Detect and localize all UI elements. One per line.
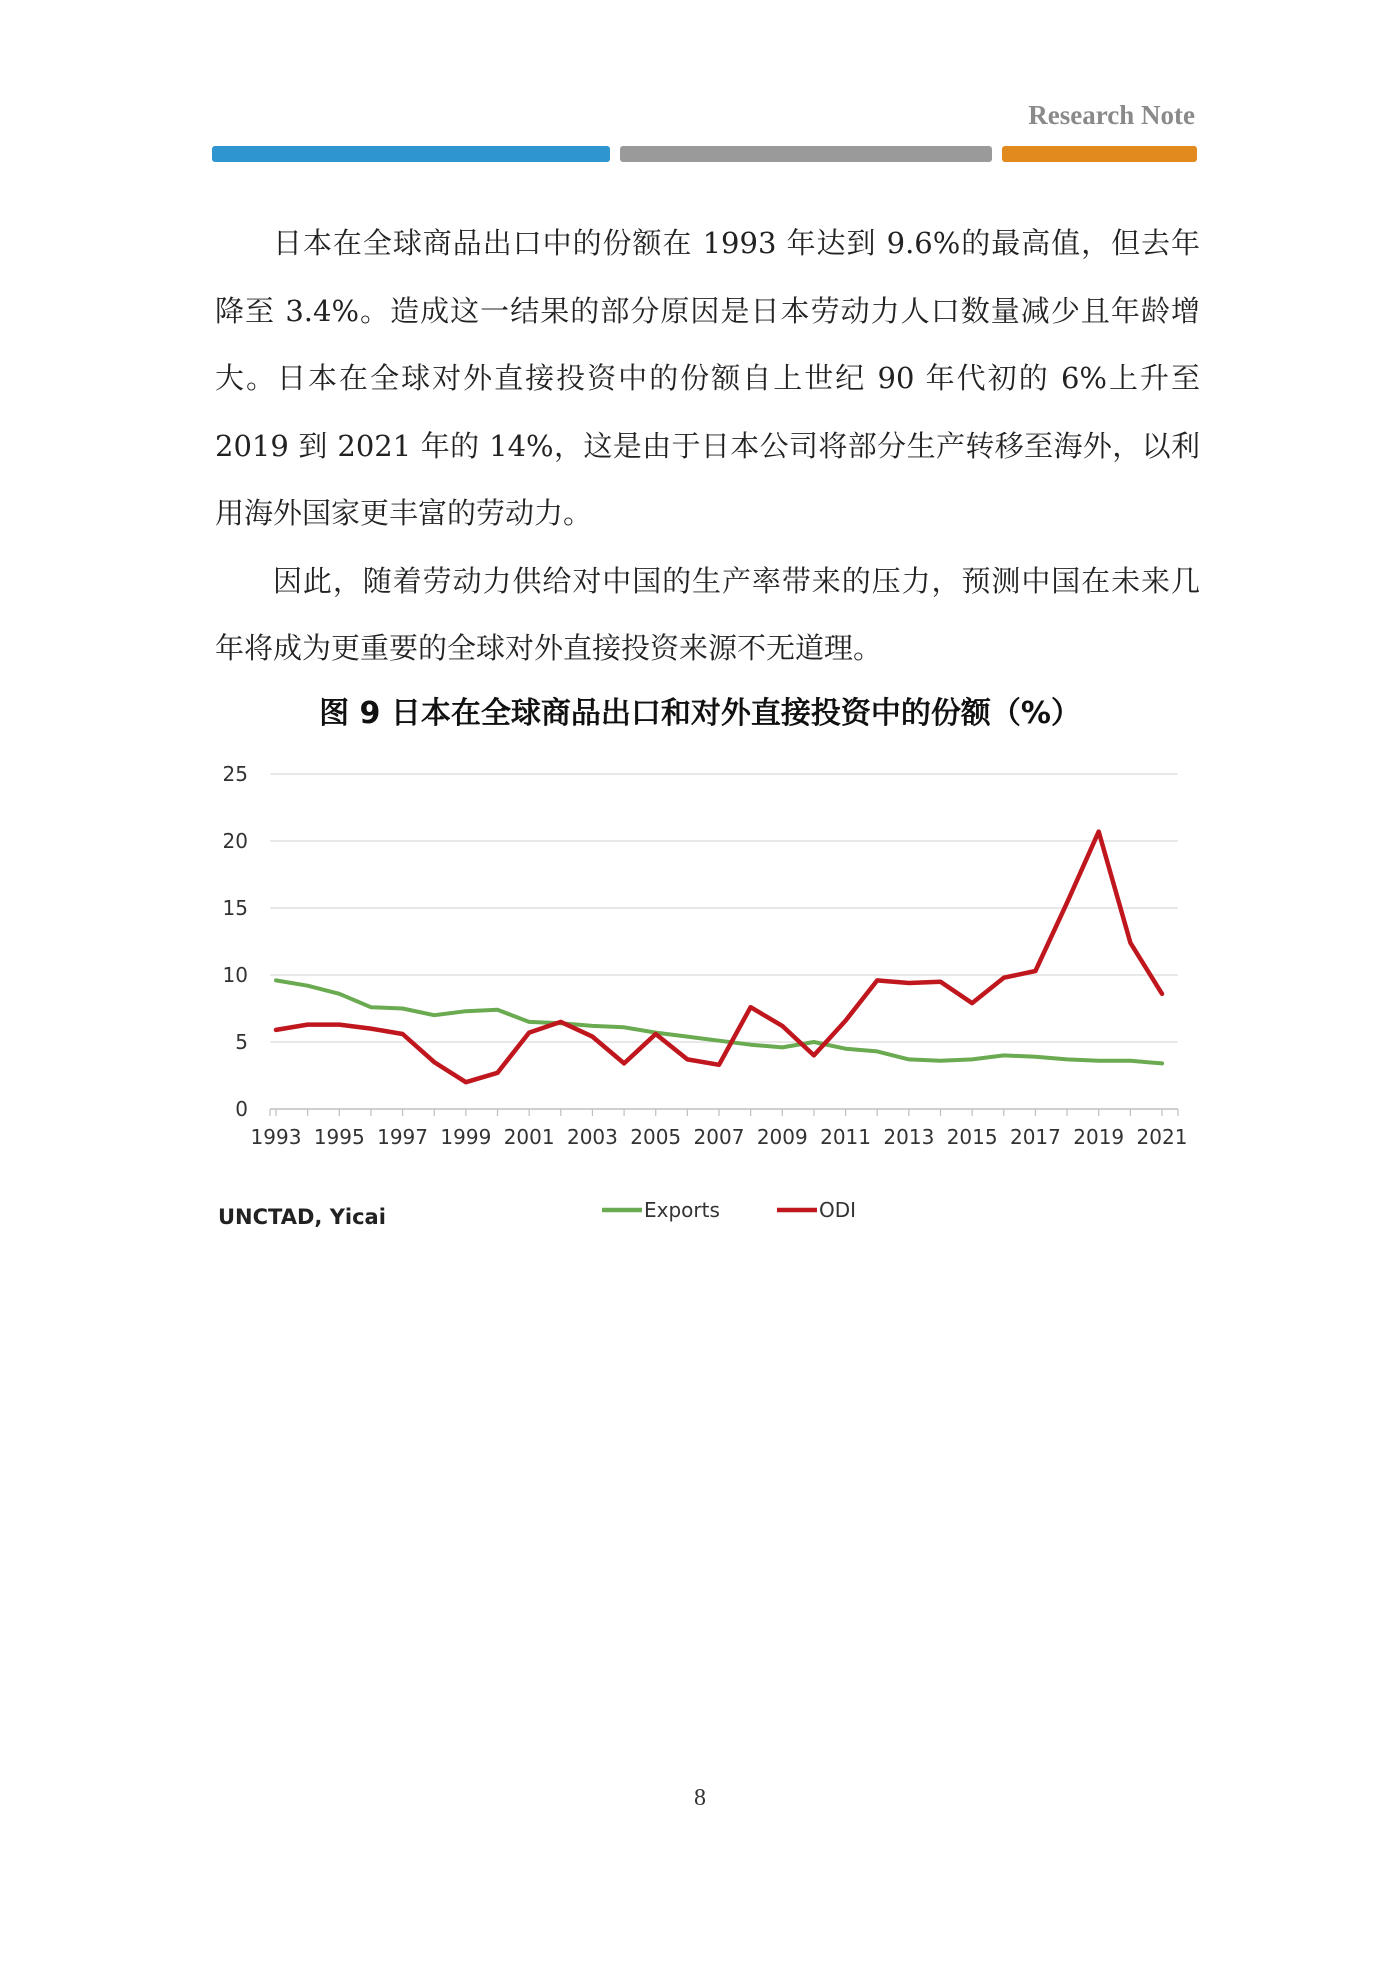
x-tick-label: 2015 [946, 1125, 998, 1149]
y-tick-label: 10 [222, 963, 248, 987]
x-tick-label: 2009 [756, 1125, 808, 1149]
series-line-exports [276, 980, 1162, 1063]
figure-title: 图 9 日本在全球商品出口和对外直接投资中的份额（%） [319, 696, 1081, 731]
line-chart [212, 752, 1202, 1232]
y-tick-label: 20 [222, 829, 248, 853]
y-tick-label: 0 [235, 1097, 248, 1121]
x-tick-label: 2011 [820, 1125, 872, 1149]
x-tick-label: 2005 [630, 1125, 682, 1149]
header-bar-gray [620, 146, 992, 162]
x-tick-label: 1999 [440, 1125, 492, 1149]
legend [602, 1198, 856, 1222]
y-tick-label: 25 [222, 762, 248, 786]
x-tick-label: 2021 [1136, 1125, 1188, 1149]
body-text [215, 210, 1200, 683]
x-tick-label: 2019 [1073, 1125, 1125, 1149]
y-tick-label: 15 [222, 896, 248, 920]
header-bar-orange [1002, 146, 1197, 162]
header-bar-blue [212, 146, 610, 162]
x-tick-label: 2017 [1009, 1125, 1061, 1149]
x-tick-label: 1995 [313, 1125, 365, 1149]
x-tick-label: 2003 [566, 1125, 618, 1149]
x-tick-label: 1997 [377, 1125, 429, 1149]
x-tick-label: 2001 [503, 1125, 555, 1149]
series-layer [276, 832, 1162, 1083]
paragraph-2: 因此，随着劳动力供给对中国的生产率带来的压力，预测中国在未来几年将成为更重要的全球对外直接投资来源不无道理。 [215, 563, 1200, 665]
source-label: UNCTAD, Yicai [218, 1205, 386, 1229]
header-label: Research Note [1028, 100, 1195, 130]
legend-label-odi: ODI [819, 1198, 857, 1222]
page-number: 8 [694, 1785, 706, 1811]
series-line-odi [276, 832, 1162, 1083]
x-tick-label: 2013 [883, 1125, 935, 1149]
legend-label-exports: Exports [644, 1198, 720, 1222]
y-tick-label: 5 [235, 1030, 248, 1054]
paragraph-1: 日本在全球商品出口中的份额在 1993 年达到 9.6%的最高值，但去年降至 3.4%。造成这一结果的部分原因是日本劳动力人口数量减少且年龄增大。日本在全球对外直接投资中的份额自上世纪 90 年代初的 6%上升至 2019 到 2021 年的 14%，这是由于日本公司将部分生产转移至海外，以利用海外国家更丰富的劳动力。 [215, 226, 1200, 530]
x-tick-label: 1993 [250, 1125, 302, 1149]
x-tick-label: 2007 [693, 1125, 745, 1149]
